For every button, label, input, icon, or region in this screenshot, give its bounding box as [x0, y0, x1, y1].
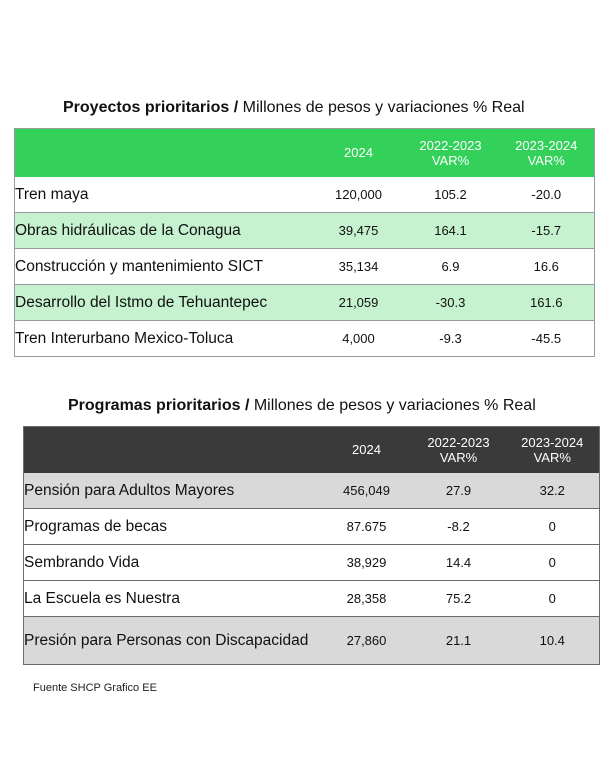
table1-cell-col1: 120,000 [335, 186, 382, 202]
table1-subtitle: Millones de pesos y variaciones % Real [242, 99, 525, 116]
table1 [14, 128, 595, 357]
header-line: VAR% [439, 449, 478, 465]
header-line: VAR% [527, 152, 565, 168]
table1-row [15, 321, 595, 357]
table2-title-bold: Programas prioritarios / [68, 397, 250, 414]
table1-cell-col1: 35,134 [315, 249, 403, 285]
header-line: 2022-2023 [427, 434, 490, 450]
table1-row [15, 249, 595, 285]
table2-header-blank [24, 427, 322, 473]
table2-title [68, 397, 536, 415]
table1-cell-col3: -15.7 [499, 213, 595, 249]
table1-cell-col1: 21,059 [315, 285, 403, 321]
header-line: VAR% [431, 152, 470, 168]
table2-header-col3 [506, 427, 600, 473]
table2-header-col1: 2024 [322, 427, 412, 473]
table2-row-label: Sembrando Vida [24, 545, 322, 581]
table2-cell-col3: 10.4 [506, 617, 600, 665]
table2-cell-col2: 27.9 [412, 473, 506, 509]
table2-cell-col1: 27,860 [322, 617, 412, 665]
table1-cell-col3: 161.6 [499, 285, 595, 321]
table1-row [15, 285, 595, 321]
table1-title-bold: Proyectos prioritarios / [63, 99, 239, 116]
table1-row [15, 177, 595, 213]
table2-cell-col1: 28,358 [322, 581, 412, 617]
table1-header-col1: 2024 [315, 129, 403, 177]
table1-header-col3 [499, 129, 595, 177]
header-line: 2023-2024 [521, 434, 584, 450]
table1-cell-col2: 164.1 [403, 213, 499, 249]
table2-cell-col2: 75.2 [412, 581, 506, 617]
table2-row [24, 509, 600, 545]
table1-header-blank [15, 129, 315, 177]
header-line: VAR% [533, 449, 571, 465]
table2-cell-col3: 0 [506, 581, 600, 617]
table2-row-label: Pensión para Adultos Mayores [24, 473, 322, 509]
table1-row-label: Obras hidráulicas de la Conagua [15, 213, 315, 249]
table2-cell-col2: 14.4 [412, 545, 506, 581]
table2-cell-col3: 32.2 [506, 473, 600, 509]
table2-row-label: Programas de becas [24, 509, 322, 545]
table1-cell-col2: 6.9 [403, 249, 499, 285]
table2-row [24, 581, 600, 617]
table1-cell-col1: 39,475 [315, 213, 403, 249]
table2-cell-col1: 38,929 [322, 545, 412, 581]
table2-cell-col2: -8.2 [412, 509, 506, 545]
table2-cell-col3: 0 [506, 545, 600, 581]
table2-header-col2 [412, 427, 506, 473]
table1-cell-col2: -30.3 [403, 285, 499, 321]
table1-cell-col2: -9.3 [403, 321, 499, 357]
table1-cell-col3: -20.0 [531, 186, 562, 202]
table1-cell-col2: 105.2 [434, 186, 467, 202]
source-note: Fuente SHCP Grafico EE [33, 682, 157, 694]
table2-cell-col1: 87.675 [322, 509, 412, 545]
table2-cell-col2: 21.1 [412, 617, 506, 665]
table1-row [15, 213, 595, 249]
table1-cell-col1: 4,000 [315, 321, 403, 357]
table2-subtitle: Millones de pesos y variaciones % Real [253, 397, 536, 414]
table1-row-label: Tren maya [15, 185, 89, 203]
table2-cell-col3: 0 [506, 509, 600, 545]
header-line: 2023-2024 [515, 137, 578, 153]
table1-header-row [15, 129, 595, 177]
table2-row [24, 617, 600, 665]
header-line: 2022-2023 [419, 137, 482, 153]
table2-row-label: Presión para Personas con Discapacidad [24, 617, 322, 665]
table1-header-col2 [403, 129, 499, 177]
table2-row-label: La Escuela es Nuestra [24, 581, 322, 617]
table1-title [63, 99, 525, 117]
table2 [23, 426, 600, 665]
table1-cell-col3: -45.5 [499, 321, 595, 357]
table2-cell-col1: 456,049 [322, 473, 412, 509]
table2-row [24, 473, 600, 509]
table1-row-label: Desarrollo del Istmo de Tehuantepec [15, 285, 315, 321]
table1-cell-col3: 16.6 [499, 249, 595, 285]
table1-row-label: Construcción y mantenimiento SICT [15, 249, 315, 285]
table2-header-row [24, 427, 600, 473]
table2-row [24, 545, 600, 581]
table1-row-label: Tren Interurbano Mexico-Toluca [15, 321, 315, 357]
